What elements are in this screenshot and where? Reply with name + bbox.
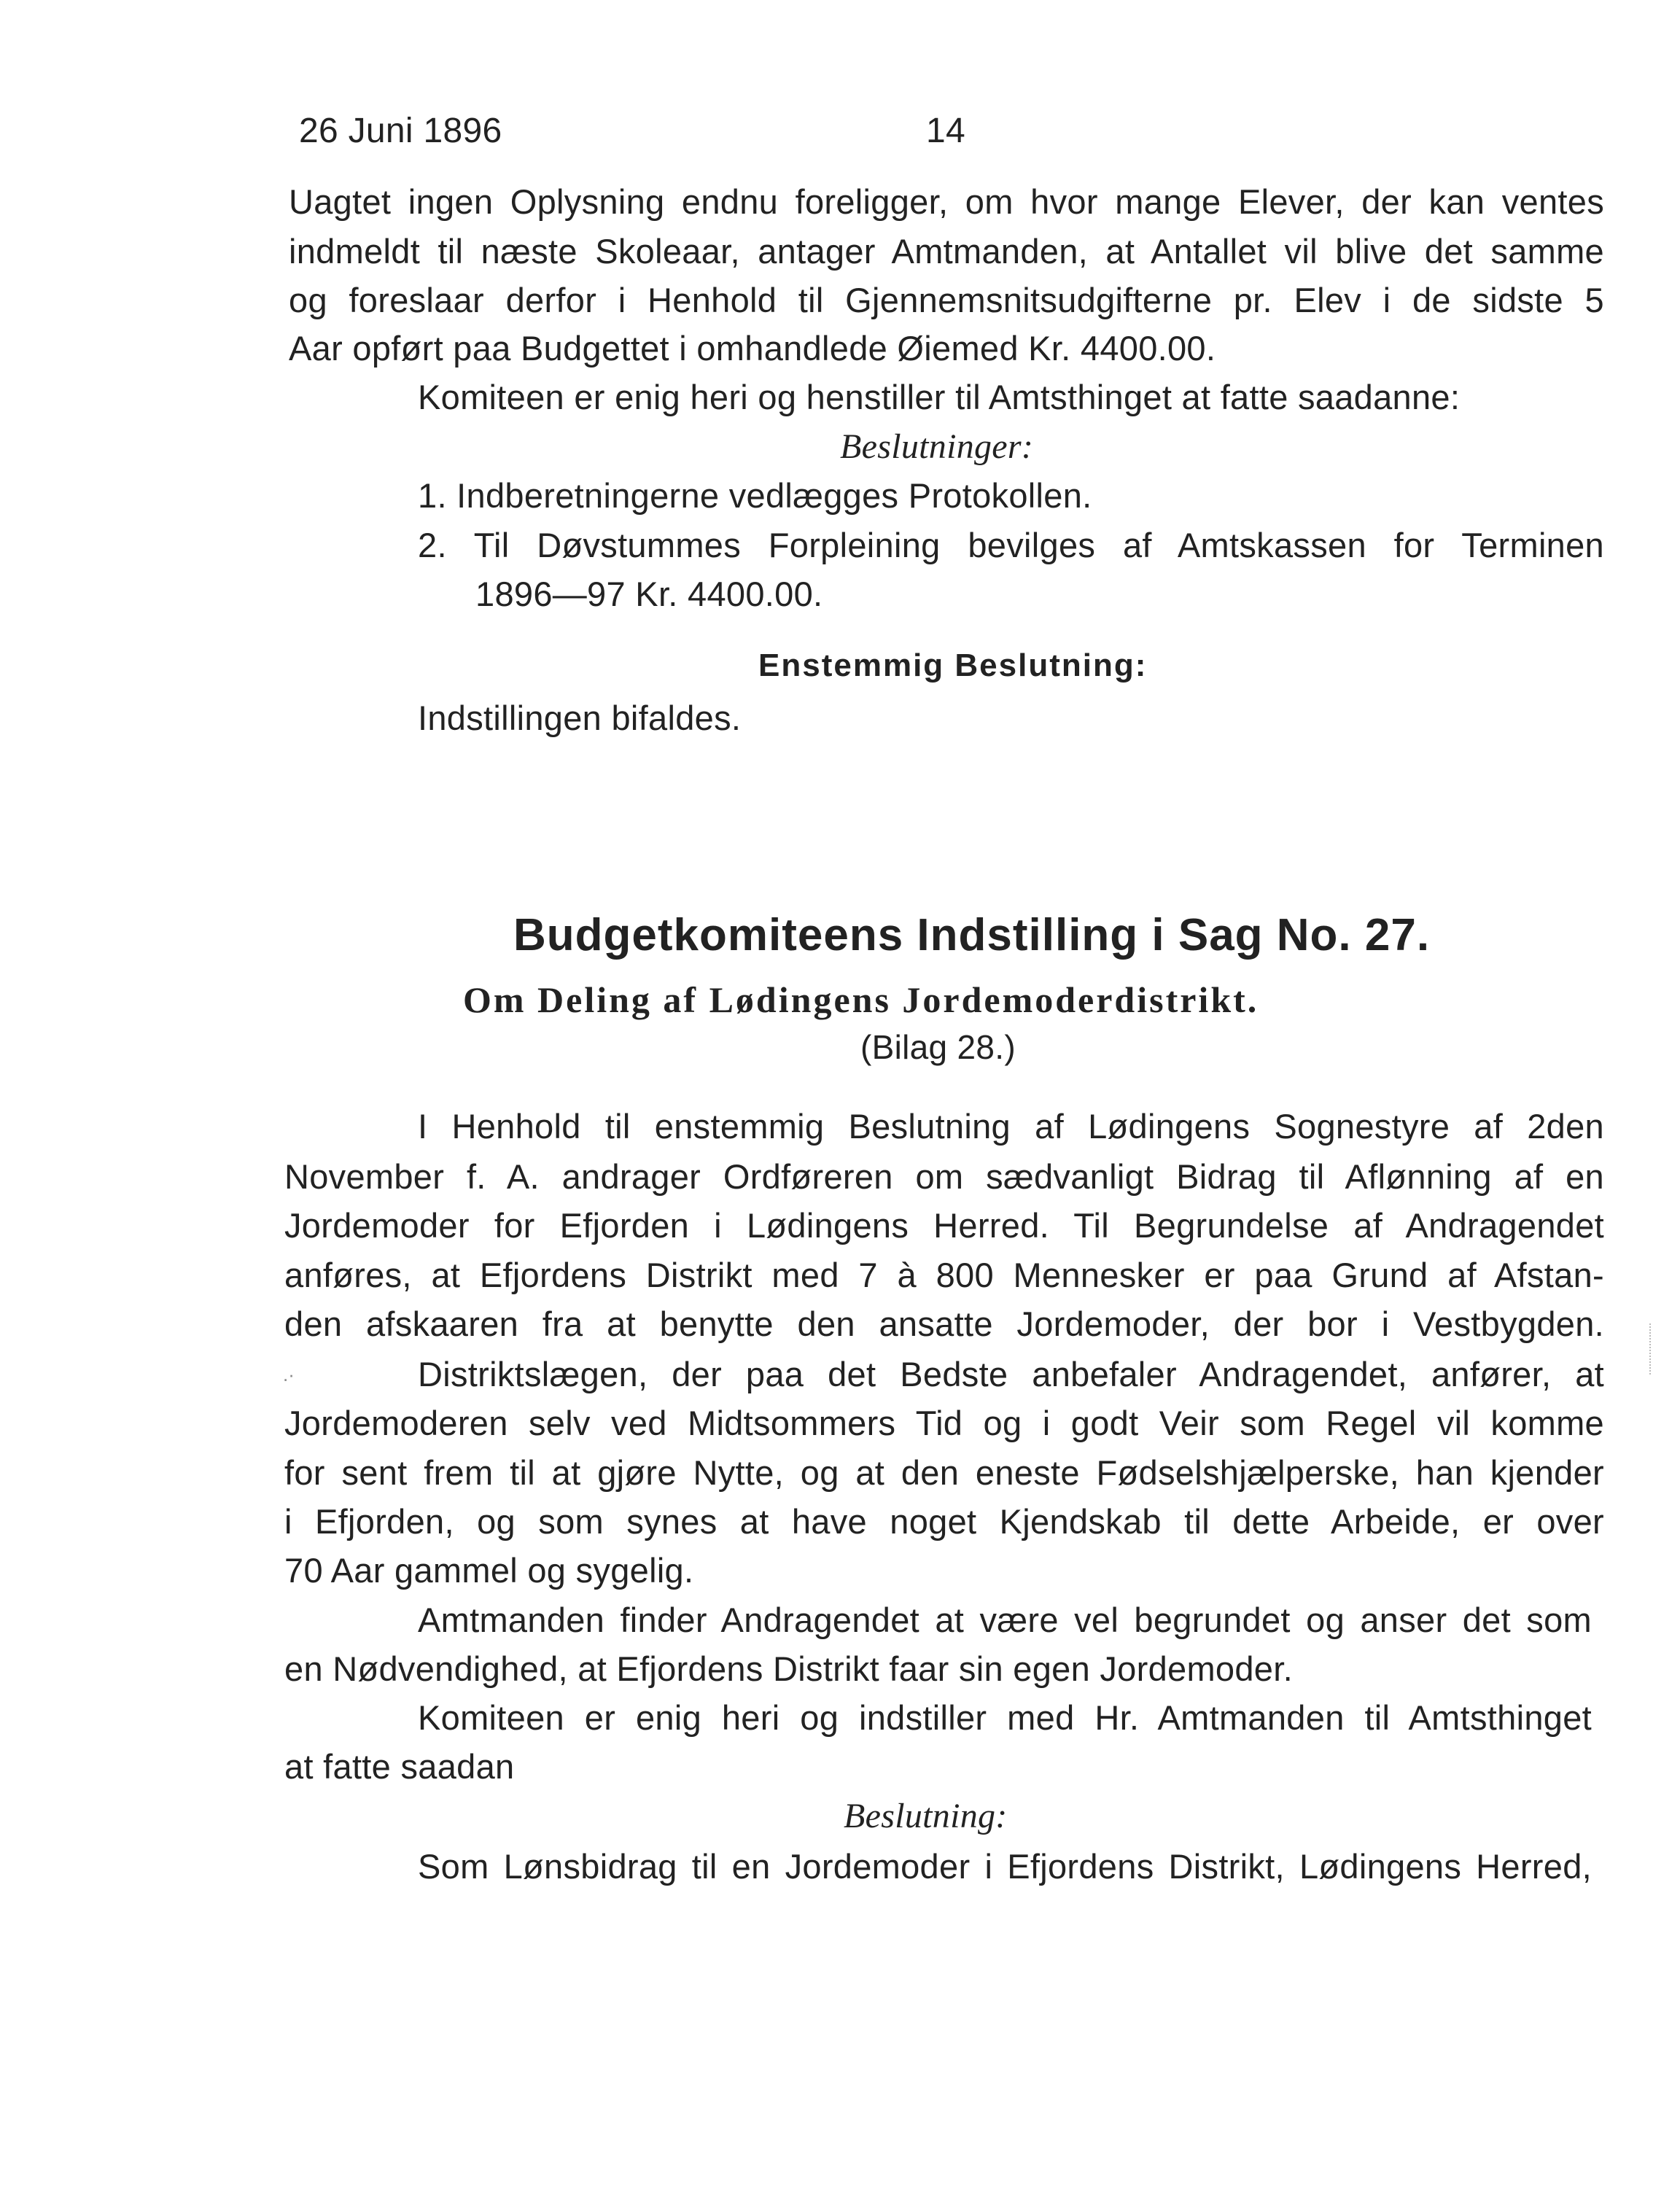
section2-para4-line: Komiteen er enig heri og indstiller med Hr. Amtmanden til Amtsthinget xyxy=(418,1698,1592,1737)
section1-para1-line: indmeldt til næste Skoleaar, antager Amtmanden, at Antallet vil blive det samme xyxy=(289,232,1604,271)
approval-text: Indstillingen bifaldes. xyxy=(418,699,742,737)
resolution-item-1: 1. Indberetningerne vedlægges Protokollen. xyxy=(418,476,1092,515)
section1-para1-line: Aar opført paa Budgettet i omhandlede Øiemed Kr. 4400.00. xyxy=(289,329,1216,368)
section2-para5: Som Lønsbidrag til en Jordemoder i Efjordens Distrikt, Lødingens Herred, xyxy=(418,1847,1592,1886)
section2-para2-line: for sent frem til at gjøre Nytte, og at den eneste Fødselshjælperske, han kjender xyxy=(284,1453,1604,1492)
section1-para1-line: og foreslaar derfor i Henhold til Gjennemsnitsudgifterne pr. Elev i de sidste 5 xyxy=(289,281,1604,319)
section2-para1-line: Jordemoder for Efjorden i Lødingens Herred. Til Begrundelse af Andragendet xyxy=(284,1206,1604,1245)
unanimous-resolution-heading: Enstemmig Beslutning: xyxy=(758,648,1148,683)
section2-para2-line: 70 Aar gammel og sygelig. xyxy=(284,1551,694,1590)
section2-para2-line: Distriktslægen, der paa det Bedste anbefaler Andragendet, anfører, at xyxy=(418,1355,1604,1393)
resolutions-heading: Beslutninger: xyxy=(840,427,1034,466)
resolution-heading: Beslutning: xyxy=(844,1797,1008,1835)
section2-para2-line: Jordemoderen selv ved Midtsommers Tid og i godt Veir som Regel vil komme xyxy=(284,1404,1604,1442)
section2-para2-line: i Efjorden, og som synes at have noget Kjendskab til dette Arbeide, er over xyxy=(284,1502,1604,1541)
margin-mark xyxy=(1649,1323,1652,1375)
section2-para3-line: Amtmanden finder Andragendet at være vel begrundet og anser det som xyxy=(418,1601,1592,1639)
section2-para1-line: den afskaaren fra at benytte den ansatte Jordemoder, der bor i Vestbygden. xyxy=(284,1305,1604,1343)
section2-para1-line: I Henhold til enstemmig Beslutning af Lødingens Sognestyre af 2den xyxy=(418,1107,1604,1146)
resolution-item-2: 2. Til Døvstummes Forpleining bevilges af Amtskassen for Terminen xyxy=(418,526,1604,564)
section2-title: Budgetkomiteens Indstilling i Sag No. 27. xyxy=(513,910,1431,960)
section2-para1-line: November f. A. andrager Ordføreren om sædvanligt Bidrag til Aflønning af en xyxy=(284,1157,1604,1196)
resolution-item-2-cont: 1896—97 Kr. 4400.00. xyxy=(475,575,823,613)
section1-para1-line: Uagtet ingen Oplysning endnu foreligger, om hvor mange Elever, der kan ventes xyxy=(289,182,1604,221)
attachment-reference: (Bilag 28.) xyxy=(860,1028,1016,1066)
scan-mark: .· xyxy=(283,1364,295,1385)
section2-para3-line: en Nødvendighed, at Efjordens Distrikt faar sin egen Jordemoder. xyxy=(284,1649,1293,1688)
section2-subtitle: Om Deling af Lødingens Jordemoderdistrikt. xyxy=(463,979,1259,1020)
section2-para1-line: anføres, at Efjordens Distrikt med 7 à 800 Mennesker er paa Grund af Afstan- xyxy=(284,1256,1604,1294)
page-number: 14 xyxy=(926,112,965,150)
section1-para2: Komiteen er enig heri og henstiller til Amtsthinget at fatte saadanne: xyxy=(418,378,1461,416)
header-date: 26 Juni 1896 xyxy=(299,112,502,150)
section2-para4-line: at fatte saadan xyxy=(284,1747,515,1786)
